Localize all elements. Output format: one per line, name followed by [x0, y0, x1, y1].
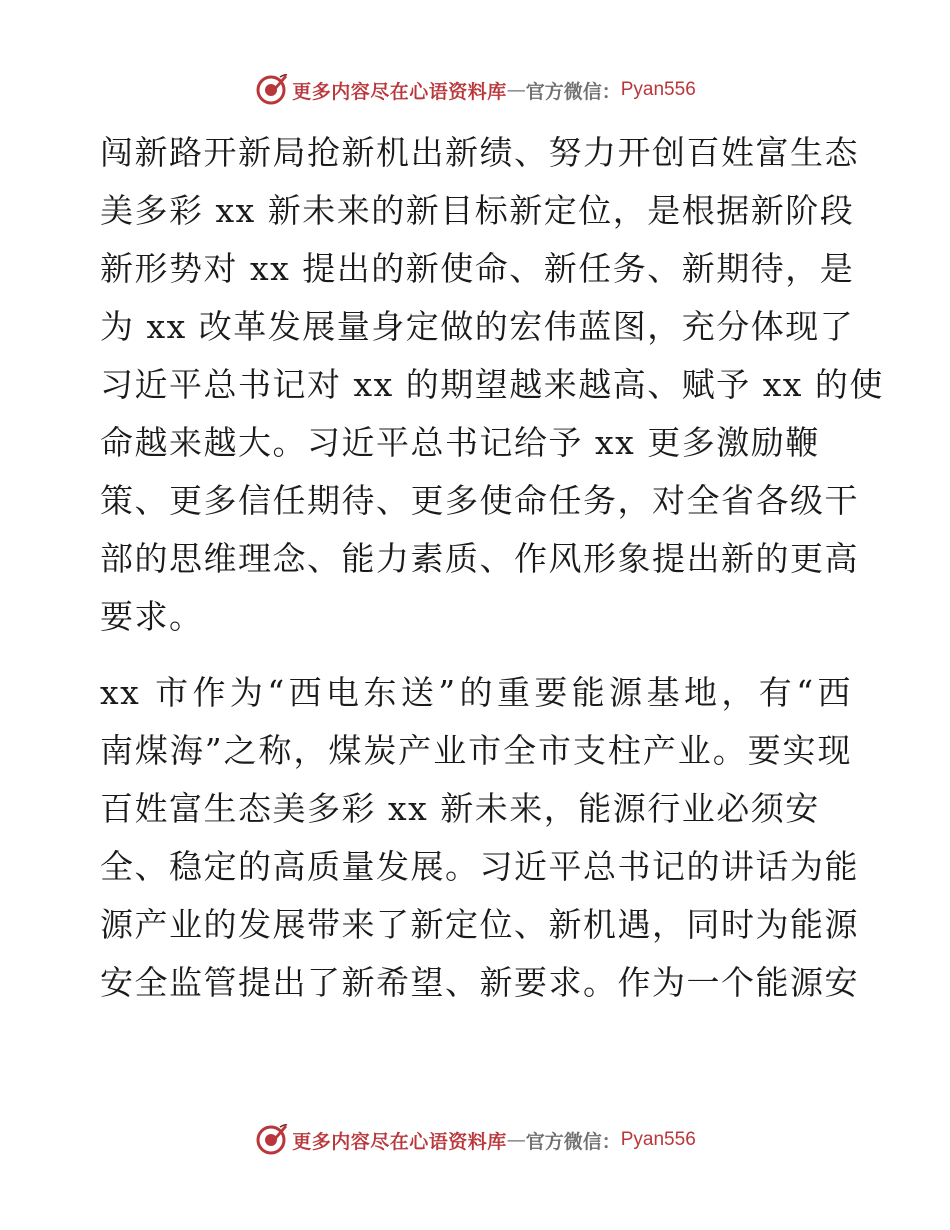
- text-line: 命越来越大。习近平总书记给予 xx 更多激励鞭: [100, 423, 820, 462]
- wechat-id: Pyan556: [620, 1129, 696, 1150]
- text-line: 百姓富生态美多彩 xx 新未来，能源行业必须安: [100, 789, 820, 828]
- text-line: 策、更多信任期待、更多使命任务，对全省各级干: [100, 481, 859, 520]
- text-line: 新形势对 xx 提出的新使命、新任务、新期待，是: [100, 249, 855, 288]
- text-line: 闯新路开新局抢新机出新绩、努力开创百姓富生态: [100, 133, 859, 172]
- brand-text: 更多内容尽在心语资料库: [292, 1130, 507, 1153]
- text-line: 全、稳定的高质量发展。习近平总书记的讲话为能: [100, 847, 859, 886]
- document-body: [100, 124, 884, 1012]
- banner-separator: —: [506, 1129, 526, 1151]
- paragraph-1: [100, 124, 884, 646]
- brand-text: 更多内容尽在心语资料库: [292, 80, 507, 103]
- text-line: 南煤海”之称，煤炭产业市全市支柱产业。要实现: [100, 731, 852, 770]
- paragraph-gap: [100, 646, 852, 664]
- text-line: 美多彩 xx 新未来的新目标新定位，是根据新阶段: [100, 191, 855, 230]
- quill-seal-icon: [254, 73, 288, 107]
- wechat-label: 官方微信：: [525, 80, 621, 103]
- text-line: 习近平总书记对 xx 的期望越来越高、赋予 xx 的使: [100, 365, 884, 404]
- text-line: 安全监管提出了新希望、新要求。作为一个能源安: [100, 963, 859, 1002]
- quill-seal-icon: [254, 1123, 288, 1157]
- text-line: 源产业的发展带来了新定位、新机遇，同时为能源: [100, 905, 859, 944]
- wechat-id: Pyan556: [620, 79, 696, 100]
- header-banner: [0, 70, 950, 110]
- paragraph-2: [100, 664, 859, 1012]
- text-line: xx 市作为“西电东送”的重要能源基地，有“西: [100, 673, 852, 712]
- text-line: 部的思维理念、能力素质、作风形象提出新的更高: [100, 539, 859, 578]
- wechat-label: 官方微信：: [525, 1130, 621, 1153]
- text-line: 要求。: [100, 597, 204, 636]
- footer-banner: [0, 1120, 950, 1160]
- banner-separator: —: [506, 79, 526, 101]
- text-line: 为 xx 改革发展量身定做的宏伟蓝图，充分体现了: [100, 307, 855, 346]
